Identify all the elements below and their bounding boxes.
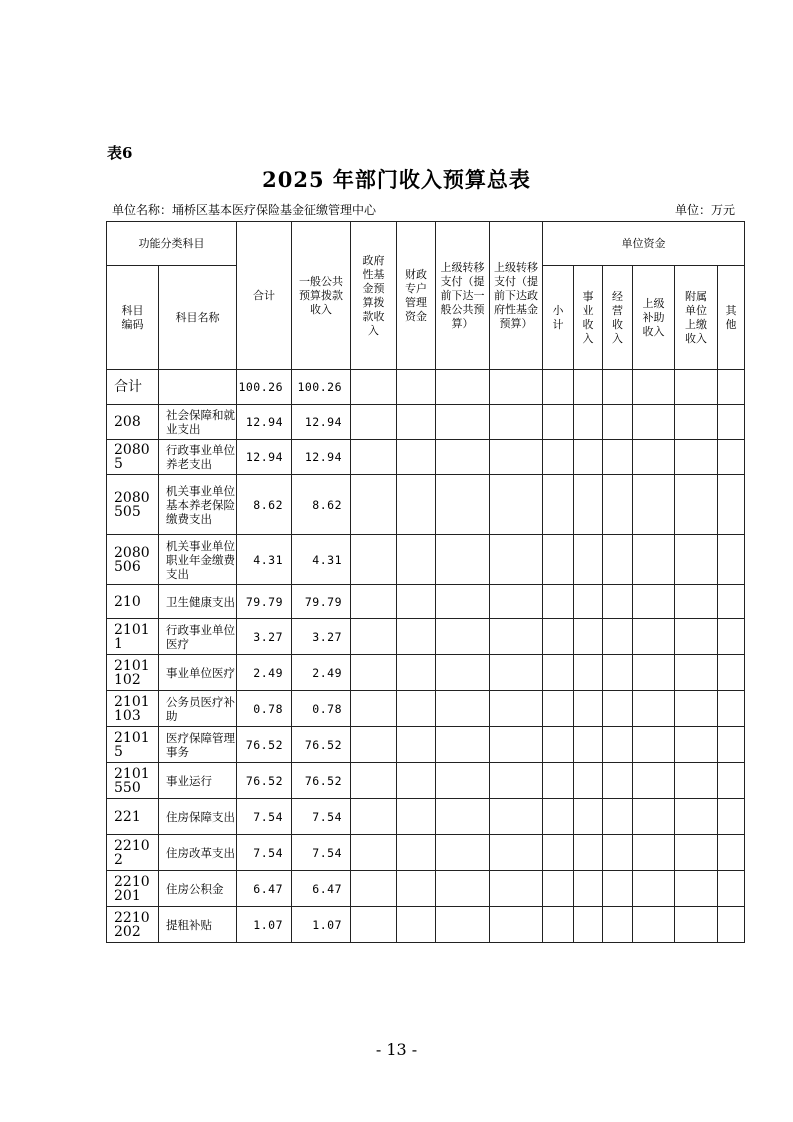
table-row <box>107 691 745 727</box>
empty-cell <box>633 440 675 475</box>
empty-cell <box>543 619 574 655</box>
general-budget-cell: 7.54 <box>292 835 351 871</box>
empty-cell <box>351 655 397 691</box>
empty-cell <box>543 655 574 691</box>
empty-cell <box>675 727 718 763</box>
total-cell: 3.27 <box>237 619 292 655</box>
header-row-1 <box>107 222 745 266</box>
empty-cell <box>490 835 543 871</box>
empty-cell <box>718 763 745 799</box>
name-cell: 事业运行 <box>159 763 237 799</box>
affiliated-header: 附属单位上缴收入 <box>675 266 718 370</box>
empty-cell <box>574 475 603 535</box>
empty-cell <box>490 619 543 655</box>
empty-cell <box>351 475 397 535</box>
table-row <box>107 799 745 835</box>
empty-cell <box>675 475 718 535</box>
total-cell: 7.54 <box>237 835 292 871</box>
empty-cell <box>603 907 633 943</box>
empty-cell <box>543 370 574 405</box>
table-row <box>107 535 745 585</box>
empty-cell <box>543 440 574 475</box>
empty-cell <box>574 691 603 727</box>
empty-cell <box>543 585 574 619</box>
empty-cell <box>351 405 397 440</box>
general-budget-cell: 1.07 <box>292 907 351 943</box>
total-cell: 4.31 <box>237 535 292 585</box>
empty-cell <box>543 727 574 763</box>
empty-cell <box>351 691 397 727</box>
empty-cell <box>633 619 675 655</box>
general-budget-cell: 6.47 <box>292 871 351 907</box>
name-cell: 机关事业单位职业年金缴费支出 <box>159 535 237 585</box>
name-cell: 机关事业单位基本养老保险缴费支出 <box>159 475 237 535</box>
table-number: 表6 <box>107 144 133 162</box>
empty-cell <box>675 763 718 799</box>
empty-cell <box>543 835 574 871</box>
empty-cell <box>574 763 603 799</box>
empty-cell <box>574 871 603 907</box>
empty-cell <box>397 619 436 655</box>
empty-cell <box>351 619 397 655</box>
empty-cell <box>633 655 675 691</box>
empty-cell <box>574 619 603 655</box>
empty-cell <box>633 727 675 763</box>
empty-cell <box>490 763 543 799</box>
table-row <box>107 871 745 907</box>
empty-cell <box>397 440 436 475</box>
empty-cell <box>633 763 675 799</box>
name-cell: 提租补贴 <box>159 907 237 943</box>
total-cell: 7.54 <box>237 799 292 835</box>
empty-cell <box>490 440 543 475</box>
code-cell: 210 <box>107 585 159 619</box>
empty-cell <box>490 799 543 835</box>
total-cell: 76.52 <box>237 727 292 763</box>
empty-cell <box>436 871 490 907</box>
empty-cell <box>351 535 397 585</box>
empty-cell <box>718 871 745 907</box>
operation-header: 经营收入 <box>603 266 633 370</box>
page-number: - 13 - <box>375 1040 418 1059</box>
empty-cell <box>574 405 603 440</box>
empty-cell <box>574 799 603 835</box>
empty-cell <box>675 691 718 727</box>
empty-cell <box>633 405 675 440</box>
empty-cell <box>718 535 745 585</box>
empty-cell <box>397 871 436 907</box>
empty-cell <box>633 871 675 907</box>
empty-cell <box>574 907 603 943</box>
empty-cell <box>603 763 633 799</box>
other-header: 其他 <box>718 266 745 370</box>
empty-cell <box>490 691 543 727</box>
func-class-header: 功能分类科目 <box>107 222 237 266</box>
total-header: 合计 <box>237 222 292 370</box>
empty-cell <box>436 585 490 619</box>
empty-cell <box>675 907 718 943</box>
transfer-general-header: 上级转移支付（提前下达一般公共预算） <box>436 222 490 370</box>
code-cell: 22102 <box>107 835 159 871</box>
total-cell: 8.62 <box>237 475 292 535</box>
empty-cell <box>543 475 574 535</box>
name-header: 科目名称 <box>159 266 237 370</box>
total-cell: 0.78 <box>237 691 292 727</box>
empty-cell <box>675 405 718 440</box>
total-cell: 6.47 <box>237 871 292 907</box>
general-budget-cell: 7.54 <box>292 799 351 835</box>
empty-cell <box>574 585 603 619</box>
empty-cell <box>543 871 574 907</box>
total-cell: 12.94 <box>237 440 292 475</box>
general-budget-cell: 2.49 <box>292 655 351 691</box>
empty-cell <box>603 799 633 835</box>
empty-cell <box>351 799 397 835</box>
empty-cell <box>436 799 490 835</box>
empty-cell <box>490 871 543 907</box>
general-budget-cell: 3.27 <box>292 619 351 655</box>
name-cell: 事业单位医疗 <box>159 655 237 691</box>
empty-cell <box>675 619 718 655</box>
empty-cell <box>603 835 633 871</box>
empty-cell <box>718 655 745 691</box>
unit-of-measure: 单位：万元 <box>674 203 735 217</box>
code-cell: 2101102 <box>107 655 159 691</box>
empty-cell <box>675 835 718 871</box>
superior-subsidy-header: 上级补助收入 <box>633 266 675 370</box>
empty-cell <box>490 475 543 535</box>
gov-fund-header: 政府性基金预算拨款收入 <box>351 222 397 370</box>
finance-special-header: 财政专户管理资金 <box>397 222 436 370</box>
empty-cell <box>436 727 490 763</box>
empty-cell <box>718 370 745 405</box>
empty-cell <box>633 907 675 943</box>
empty-cell <box>543 691 574 727</box>
page-title: 2025 年部门收入预算总表 <box>262 167 531 192</box>
budget-table <box>106 221 745 943</box>
general-budget-cell: 0.78 <box>292 691 351 727</box>
general-budget-header: 一般公共预算拨款收入 <box>292 222 351 370</box>
empty-cell <box>490 585 543 619</box>
empty-cell <box>351 763 397 799</box>
general-budget-cell: 8.62 <box>292 475 351 535</box>
empty-cell <box>490 655 543 691</box>
code-cell: 208 <box>107 405 159 440</box>
empty-cell <box>397 475 436 535</box>
empty-cell <box>543 405 574 440</box>
name-cell: 行政事业单位养老支出 <box>159 440 237 475</box>
name-cell: 住房保障支出 <box>159 799 237 835</box>
general-budget-cell: 100.26 <box>292 370 351 405</box>
empty-cell <box>718 727 745 763</box>
empty-cell <box>718 475 745 535</box>
empty-cell <box>397 727 436 763</box>
unit-name: 单位名称：埇桥区基本医疗保险基金征缴管理中心 <box>112 203 377 217</box>
empty-cell <box>574 655 603 691</box>
empty-cell <box>603 370 633 405</box>
empty-cell <box>351 440 397 475</box>
total-cell: 79.79 <box>237 585 292 619</box>
empty-cell <box>574 440 603 475</box>
empty-cell <box>490 535 543 585</box>
empty-cell <box>436 619 490 655</box>
name-cell: 公务员医疗补助 <box>159 691 237 727</box>
empty-cell <box>543 907 574 943</box>
general-budget-cell: 4.31 <box>292 535 351 585</box>
empty-cell <box>603 405 633 440</box>
empty-cell <box>436 835 490 871</box>
code-header: 科目编码 <box>107 266 159 370</box>
empty-cell <box>436 907 490 943</box>
empty-cell <box>603 535 633 585</box>
empty-cell <box>436 763 490 799</box>
empty-cell <box>436 535 490 585</box>
empty-cell <box>675 871 718 907</box>
empty-cell <box>351 835 397 871</box>
empty-cell <box>603 871 633 907</box>
code-cell: 221 <box>107 799 159 835</box>
code-cell: 2080506 <box>107 535 159 585</box>
empty-cell <box>718 440 745 475</box>
table-row <box>107 585 745 619</box>
empty-cell <box>633 475 675 535</box>
general-budget-cell: 76.52 <box>292 727 351 763</box>
general-budget-cell: 12.94 <box>292 440 351 475</box>
subtotal-header: 小计 <box>543 266 574 370</box>
empty-cell <box>397 535 436 585</box>
empty-cell <box>603 440 633 475</box>
empty-cell <box>490 727 543 763</box>
empty-cell <box>351 585 397 619</box>
table-row <box>107 655 745 691</box>
empty-cell <box>675 535 718 585</box>
empty-cell <box>574 727 603 763</box>
total-cell: 76.52 <box>237 763 292 799</box>
empty-cell <box>633 585 675 619</box>
code-cell: 2210201 <box>107 871 159 907</box>
general-budget-cell: 76.52 <box>292 763 351 799</box>
empty-cell <box>397 835 436 871</box>
empty-cell <box>633 799 675 835</box>
table-row <box>107 475 745 535</box>
empty-cell <box>574 370 603 405</box>
empty-cell <box>490 405 543 440</box>
code-cell: 20805 <box>107 440 159 475</box>
empty-cell <box>574 535 603 585</box>
general-budget-cell: 79.79 <box>292 585 351 619</box>
empty-cell <box>718 907 745 943</box>
unit-funds-header: 单位资金 <box>543 222 745 266</box>
total-cell: 12.94 <box>237 405 292 440</box>
code-cell: 2080505 <box>107 475 159 535</box>
empty-cell <box>490 907 543 943</box>
table-row <box>107 619 745 655</box>
empty-cell <box>603 655 633 691</box>
empty-cell <box>574 835 603 871</box>
empty-cell <box>397 585 436 619</box>
empty-cell <box>718 585 745 619</box>
total-cell: 1.07 <box>237 907 292 943</box>
code-cell: 21011 <box>107 619 159 655</box>
empty-cell <box>397 763 436 799</box>
empty-cell <box>543 799 574 835</box>
empty-cell <box>436 655 490 691</box>
name-cell: 住房公积金 <box>159 871 237 907</box>
empty-cell <box>397 691 436 727</box>
empty-cell <box>543 763 574 799</box>
code-cell: 2101550 <box>107 763 159 799</box>
empty-cell <box>351 370 397 405</box>
empty-cell <box>397 370 436 405</box>
empty-cell <box>436 440 490 475</box>
table-row <box>107 370 745 405</box>
table-row <box>107 727 745 763</box>
empty-cell <box>633 370 675 405</box>
table-row <box>107 907 745 943</box>
total-cell: 100.26 <box>237 370 292 405</box>
empty-cell <box>397 655 436 691</box>
empty-cell <box>718 835 745 871</box>
empty-cell <box>633 535 675 585</box>
empty-cell <box>675 440 718 475</box>
empty-cell <box>603 585 633 619</box>
empty-cell <box>436 475 490 535</box>
name-cell <box>159 370 237 405</box>
empty-cell <box>397 799 436 835</box>
empty-cell <box>675 370 718 405</box>
name-cell: 社会保障和就业支出 <box>159 405 237 440</box>
empty-cell <box>718 619 745 655</box>
empty-cell <box>436 370 490 405</box>
empty-cell <box>436 691 490 727</box>
empty-cell <box>490 370 543 405</box>
general-budget-cell: 12.94 <box>292 405 351 440</box>
empty-cell <box>718 405 745 440</box>
empty-cell <box>351 907 397 943</box>
code-cell: 2101103 <box>107 691 159 727</box>
code-cell: 合计 <box>107 370 159 405</box>
empty-cell <box>397 907 436 943</box>
empty-cell <box>351 871 397 907</box>
code-cell: 2210202 <box>107 907 159 943</box>
table-row <box>107 763 745 799</box>
name-cell: 行政事业单位医疗 <box>159 619 237 655</box>
name-cell: 住房改革支出 <box>159 835 237 871</box>
empty-cell <box>675 655 718 691</box>
empty-cell <box>603 691 633 727</box>
empty-cell <box>603 727 633 763</box>
empty-cell <box>351 727 397 763</box>
empty-cell <box>718 691 745 727</box>
empty-cell <box>543 535 574 585</box>
empty-cell <box>718 799 745 835</box>
empty-cell <box>397 405 436 440</box>
empty-cell <box>603 475 633 535</box>
business-header: 事业收入 <box>574 266 603 370</box>
empty-cell <box>633 691 675 727</box>
name-cell: 医疗保障管理事务 <box>159 727 237 763</box>
total-cell: 2.49 <box>237 655 292 691</box>
transfer-fund-header: 上级转移支付（提前下达政府性基金预算） <box>490 222 543 370</box>
empty-cell <box>675 585 718 619</box>
empty-cell <box>675 799 718 835</box>
table-row <box>107 835 745 871</box>
table-row <box>107 405 745 440</box>
table-row <box>107 440 745 475</box>
name-cell: 卫生健康支出 <box>159 585 237 619</box>
code-cell: 21015 <box>107 727 159 763</box>
empty-cell <box>603 619 633 655</box>
empty-cell <box>633 835 675 871</box>
empty-cell <box>436 405 490 440</box>
